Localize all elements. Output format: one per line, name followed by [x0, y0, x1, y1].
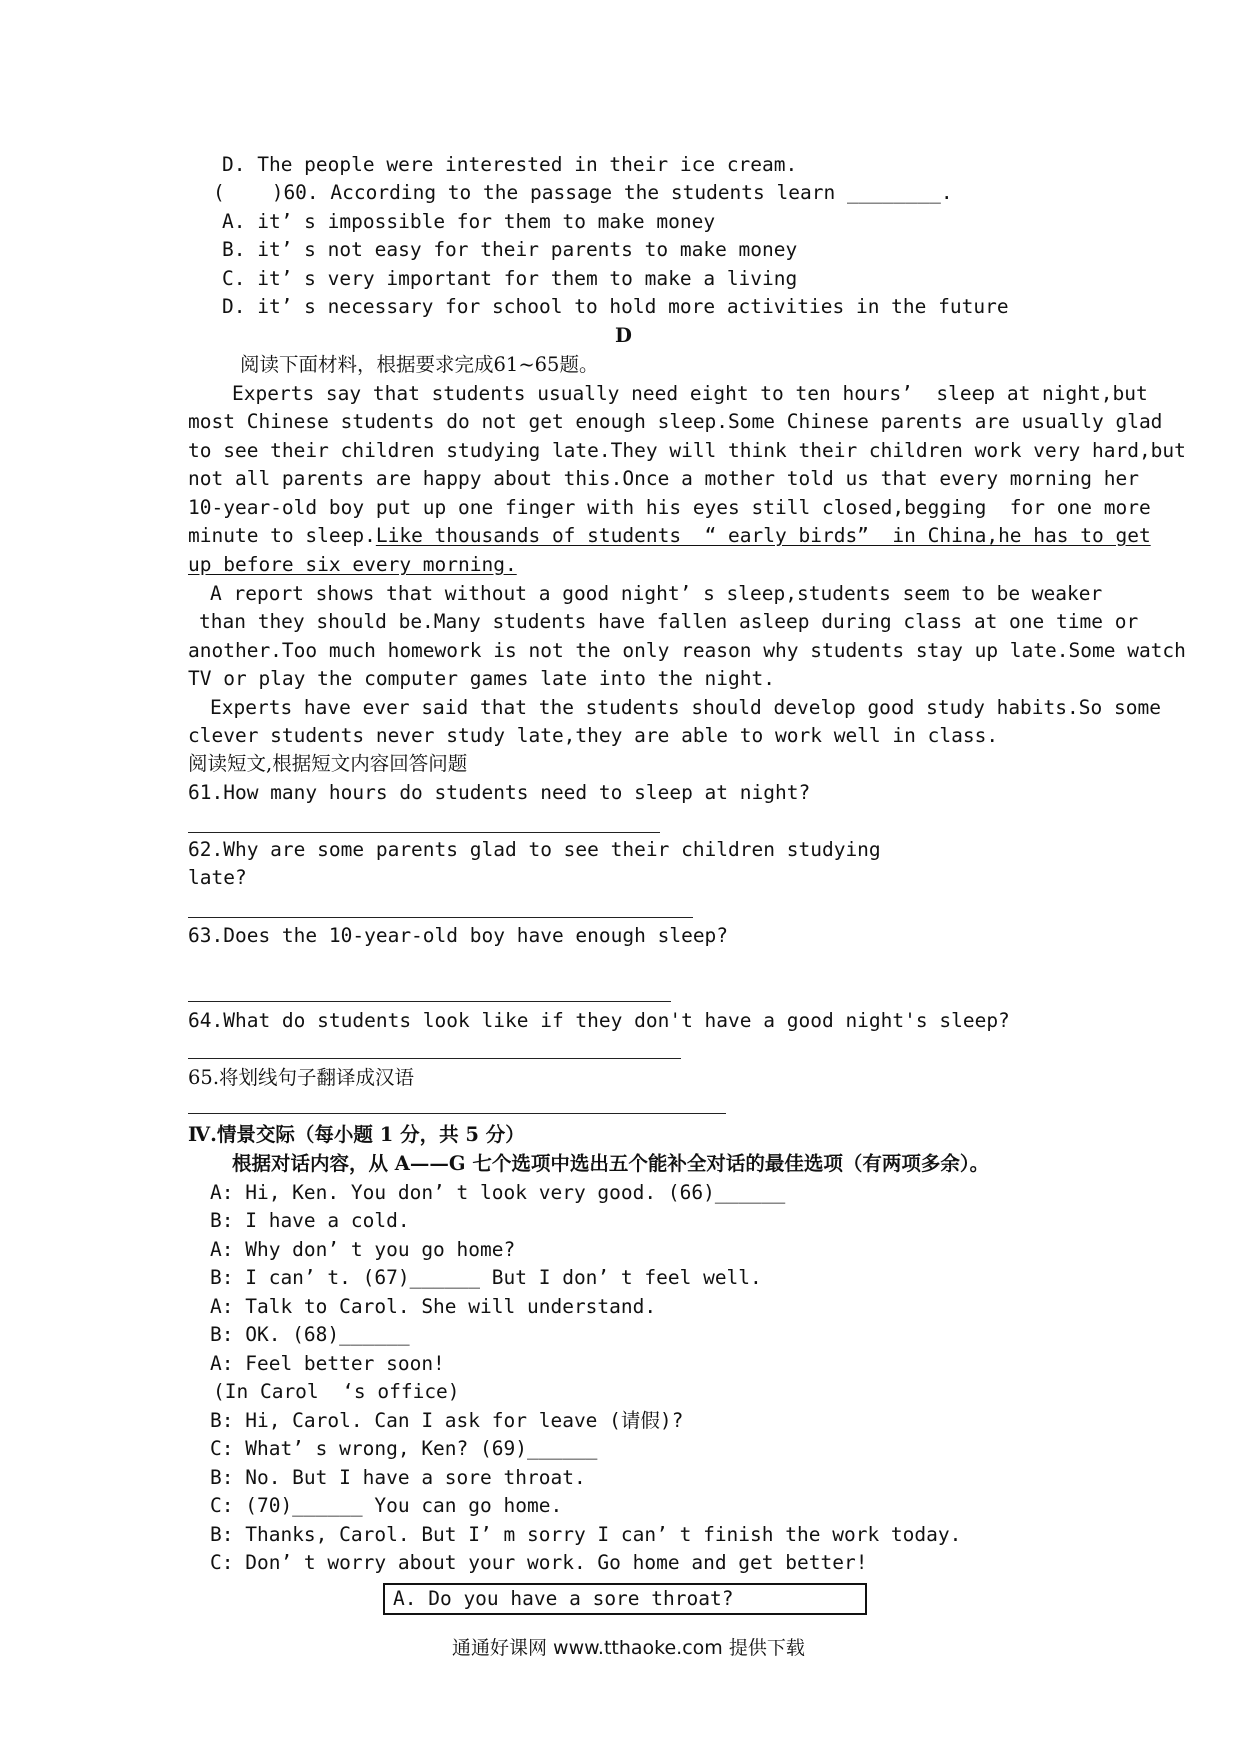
q59-option-d: D. The people were interested in their ice cream.	[222, 153, 798, 176]
section-iv-instruction: 根据对话内容，从 A——G 七个选项中选出五个能补全对话的最佳选项（有两项多余）。	[232, 1152, 990, 1175]
dialogue-line: B: Thanks, Carol. But I’ m sorry I can’ t finish the work today.	[210, 1523, 962, 1546]
dialogue-line: A: Talk to Carol. She will understand.	[210, 1295, 657, 1318]
section-d-heading: D	[615, 324, 632, 347]
dialogue-line: B: I have a cold.	[210, 1209, 410, 1232]
q60-option-c: C. it’ s very important for them to make a living	[222, 267, 798, 290]
question-63: 63.Does the 10-year-old boy have enough sleep?	[188, 924, 729, 947]
dialogue-line: A: Hi, Ken. You don’ t look very good. (66)______	[210, 1181, 786, 1204]
underlined-sentence-end: up before six every morning.	[188, 553, 517, 576]
q60-option-b: B. it’ s not easy for their parents to make money	[222, 238, 798, 261]
passage-line: not all parents are happy about this.Once a mother told us that every morning her	[188, 467, 1139, 490]
passage-line: 10-year-old boy put up one finger with his eyes still closed,begging for one more	[188, 496, 1151, 519]
passage-line: A report shows that without a good night’ s sleep,students seem to be weaker	[210, 582, 1103, 605]
q60-option-a: A. it’ s impossible for them to make money	[222, 210, 716, 233]
dialogue-line: C: (70)______ You can go home.	[210, 1494, 563, 1517]
answer-line-63[interactable]	[188, 1001, 671, 1002]
q60-stem: ( )60. According to the passage the students learn ________.	[213, 181, 953, 204]
dialogue-line: B: OK. (68)______	[210, 1323, 410, 1346]
passage-line: clever students never study late,they are able to work well in class.	[188, 724, 999, 747]
question-62: 62.Why are some parents glad to see their children studying	[188, 838, 881, 861]
question-62-cont: late?	[188, 866, 247, 889]
passage-line: than they should be.Many students have fallen asleep during class at one time or	[199, 610, 1139, 633]
underlined-sentence: Like thousands of students “ early birds” in China,he has to get	[375, 524, 1151, 547]
answer-line-65[interactable]	[188, 1113, 726, 1114]
dialogue-line: B: Hi, Carol. Can I ask for leave (请假)?	[210, 1409, 684, 1432]
dialogue-line: A: Feel better soon!	[210, 1352, 445, 1375]
q60-option-d: D. it’ s necessary for school to hold more activities in the future	[222, 295, 1009, 318]
options-box	[383, 1583, 867, 1615]
section-d-instruction: 阅读下面材料，根据要求完成61~65题。	[240, 353, 599, 376]
passage-line: another.Too much homework is not the only reason why students stay up late.Some watch	[188, 639, 1186, 662]
page-footer: 通通好课网 www.tthaoke.com 提供下载	[452, 1637, 805, 1659]
question-65: 65.将划线句子翻译成汉语	[188, 1066, 415, 1089]
dialogue-stage-note: (In Carol ‘s office)	[213, 1380, 460, 1403]
option-a: A. Do you have a sore throat?	[393, 1587, 734, 1610]
dialogue-line: B: I can’ t. (67)______ But I don’ t feel well.	[210, 1266, 762, 1289]
passage-line: Experts have ever said that the students should develop good study habits.So some	[210, 696, 1161, 719]
passage-line-plain: minute to sleep.	[188, 524, 376, 547]
question-64: 64.What do students look like if they don't have a good night's sleep?	[188, 1009, 1010, 1032]
answer-line-64[interactable]	[188, 1058, 681, 1059]
dialogue-line: A: Why don’ t you go home?	[210, 1238, 516, 1261]
dialogue-line: B: No. But I have a sore throat.	[210, 1466, 586, 1489]
passage-line	[188, 522, 1151, 550]
section-iv-title: Ⅳ.情景交际（每小题 1 分，共 5 分）	[188, 1123, 525, 1146]
passage-line: TV or play the computer games late into the night.	[188, 667, 775, 690]
answer-line-61[interactable]	[188, 832, 660, 833]
dialogue-line: C: What’ s wrong, Ken? (69)______	[210, 1437, 598, 1460]
answer-line-62[interactable]	[188, 917, 693, 918]
passage-line: Experts say that students usually need eight to ten hours’ sleep at night,but	[232, 382, 1148, 405]
question-instruction: 阅读短文,根据短文内容回答问题	[188, 752, 468, 775]
dialogue-line: C: Don’ t worry about your work. Go home and get better!	[210, 1551, 868, 1574]
passage-line: to see their children studying late.They will think their children work very hard,but	[188, 439, 1186, 462]
passage-line: most Chinese students do not get enough sleep.Some Chinese parents are usually glad	[188, 410, 1163, 433]
question-61: 61.How many hours do students need to sleep at night?	[188, 781, 811, 804]
